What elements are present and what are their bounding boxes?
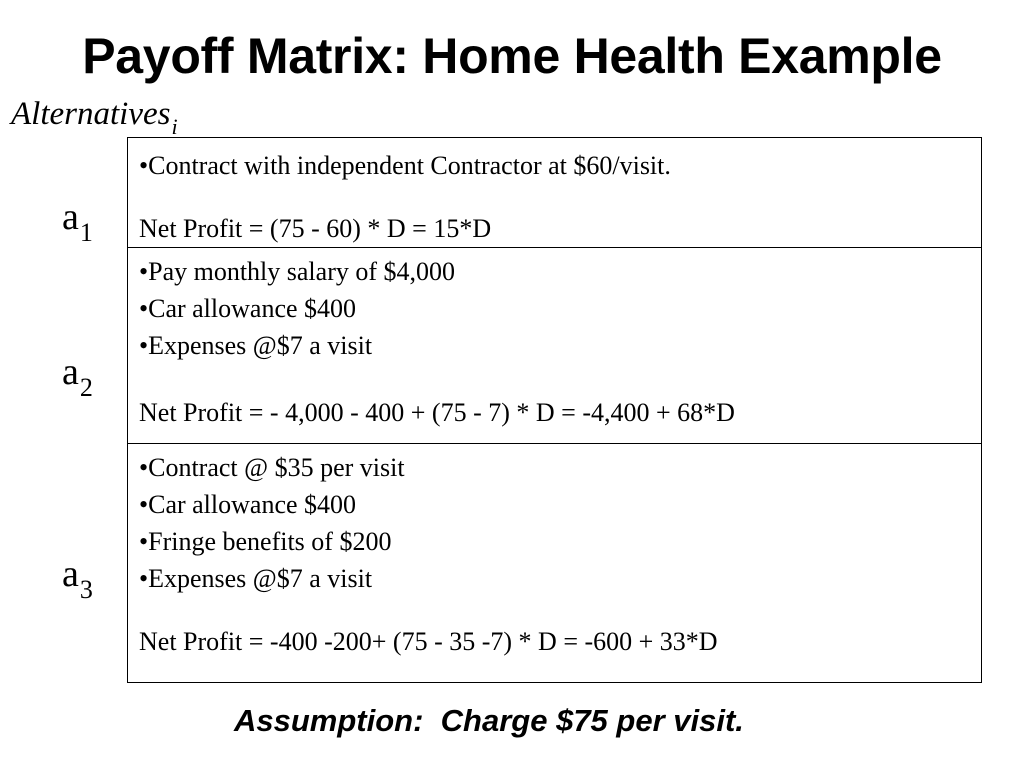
alternatives-heading-subscript: i [171, 114, 178, 139]
alternatives-heading-text: Alternatives [11, 96, 171, 132]
alternative-a1-cell [128, 138, 981, 248]
row-label-a2 [62, 350, 93, 410]
row-label-letter: a [62, 196, 79, 238]
alternative-a3-cell [128, 444, 981, 681]
row-label-a1 [62, 195, 93, 255]
bullet-item: •Expenses @$7 a visit [139, 331, 373, 360]
bullet-item: •Expenses @$7 a visit [139, 564, 373, 593]
slide-title: Payoff Matrix: Home Health Example [82, 28, 942, 84]
row-label-letter: a [62, 553, 79, 595]
payoff-matrix [127, 137, 982, 683]
row-label-subscript: 1 [79, 218, 93, 247]
bullet-item: •Contract @ $35 per visit [139, 453, 405, 482]
alternative-a2-cell [128, 248, 981, 444]
row-label-a3 [62, 552, 93, 612]
net-profit-formula: Net Profit = -400 -200+ (75 - 35 -7) * D = -600 + 33*D [139, 627, 718, 656]
row-label-subscript: 2 [79, 373, 93, 402]
bullet-item: •Car allowance $400 [139, 490, 357, 519]
row-label-subscript: 3 [79, 575, 93, 604]
net-profit-formula: Net Profit = (75 - 60) * D = 15*D [139, 214, 492, 243]
assumption-note: Assumption: Charge $75 per visit. [234, 703, 744, 738]
net-profit-formula: Net Profit = - 4,000 - 400 + (75 - 7) * D = -4,400 + 68*D [139, 398, 735, 427]
bullet-item: •Car allowance $400 [139, 294, 357, 323]
bullet-item: •Contract with independent Contractor at $60/visit. [139, 151, 671, 180]
bullet-item: •Fringe benefits of $200 [139, 527, 392, 556]
bullet-item: •Pay monthly salary of $4,000 [139, 257, 456, 286]
row-label-letter: a [62, 351, 79, 393]
